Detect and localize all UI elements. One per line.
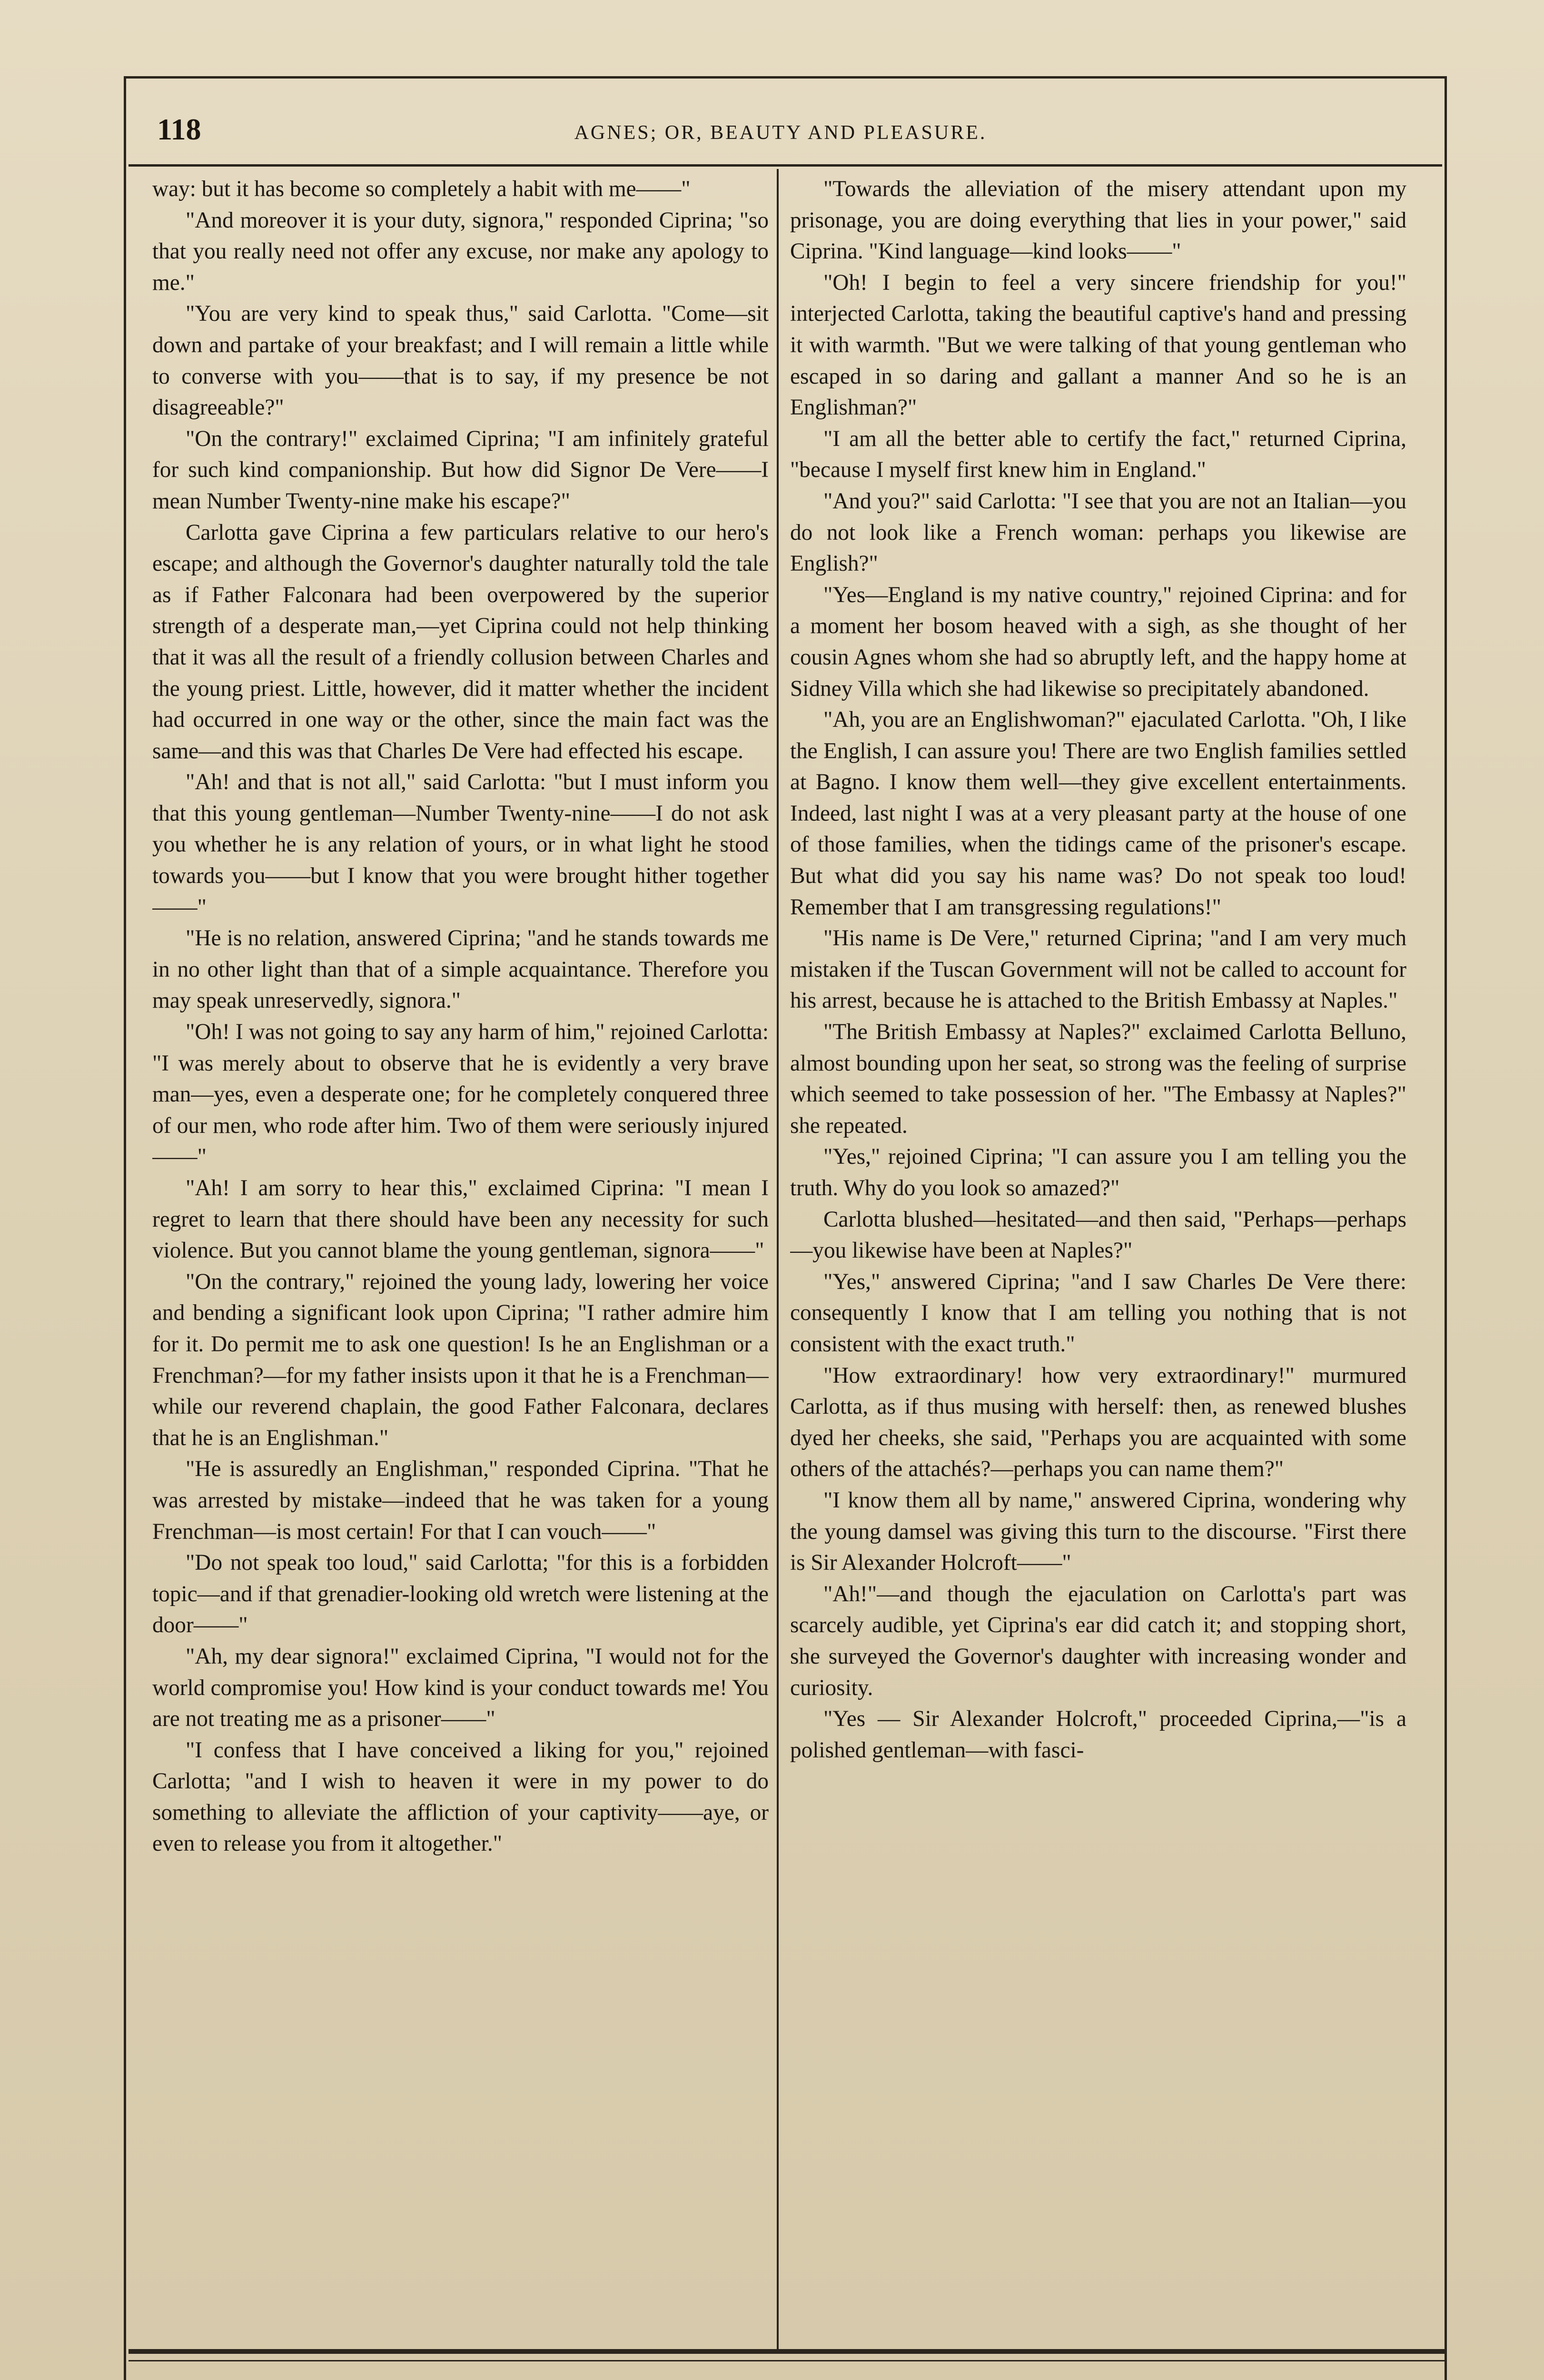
paragraph: "Oh! I begin to feel a very sincere friendship for you!" interjected Carlotta, taking the beautiful captive's hand and pressing it with warmth. "But we were talking of that young gentleman who escaped in so daring and gallant a manner And so he is an Englishman?" xyxy=(790,270,1406,420)
paragraph: "He is no relation, answered Ciprina; "and he stands towards me in no other light than that of a simple acquaintance. Therefore you may speak unreservedly, signora." xyxy=(152,926,769,1013)
paragraph: "Towards the alleviation of the misery attendant upon my prisonage, you are doing everything that lies in your power," said Ciprina. "Kind language—kind looks——" xyxy=(790,177,1406,264)
left-column xyxy=(152,174,769,2344)
footer-rule-thin xyxy=(129,2360,1447,2361)
column-divider xyxy=(777,169,779,2354)
paragraph: "Ah!"—and though the ejaculation on Carlotta's part was scarcely audible, yet Ciprina's ear did catch it; and stopping short, she surveyed the Governor's daughter with increasing wonder and curiosity. xyxy=(790,1581,1406,1700)
paragraph: "I confess that I have conceived a liking for you," rejoined Carlotta; "and I wish to heaven it were in my power to do something to alleviate the affliction of your captivity——aye, or even to release you from it altogether." xyxy=(152,1737,769,1856)
paragraph: "Yes—England is my native country," rejoined Ciprina: and for a moment her bosom heaved with a sigh, as she thought of her cousin Agnes whom she had so abruptly left, and the happy home at Sidney Villa which she had likewise so precipitately abandoned. xyxy=(790,582,1406,701)
paragraph: "His name is De Vere," returned Ciprina; "and I am very much mistaken if the Tuscan Government will not be called to account for his arrest, because he is attached to the British Embassy at Naples." xyxy=(790,926,1406,1013)
paragraph: "Ah! and that is not all," said Carlotta: "but I must inform you that this young gentleman—Number Twenty-nine——I do not ask you whether he is any relation of yours, or in what light he stood towards you——but I know that you were brought hither together——" xyxy=(152,770,769,920)
paragraph: "I know them all by name," answered Ciprina, wondering why the young damsel was giving this turn to the discourse. "First there is Sir Alexander Holcroft——" xyxy=(790,1488,1406,1576)
paragraph: Carlotta blushed—hesitated—and then said, "Perhaps—perhaps—you likewise have been at Naples?" xyxy=(790,1207,1406,1263)
paragraph: "You are very kind to speak thus," said Carlotta. "Come—sit down and partake of your breakfast; and I will remain a little while to converse with you——that is to say, if my presence be not disagreeable?" xyxy=(152,301,769,420)
paragraph: "Yes — Sir Alexander Holcroft," proceeded Ciprina,—"is a polished gentleman—with fasci- xyxy=(790,1706,1406,1763)
paragraph: "And you?" said Carlotta: "I see that you are not an Italian—you do not look like a French woman: perhaps you likewise are English?" xyxy=(790,488,1406,576)
paragraph: "On the contrary!" exclaimed Ciprina; "I am infinitely grateful for such kind companionship. But how did Signor De Vere——I mean Number Twenty-nine make his escape?" xyxy=(152,426,769,514)
footer-rule-thick xyxy=(129,2349,1447,2354)
paragraph: "Ah! I am sorry to hear this," exclaimed Ciprina: "I mean I regret to learn that there should have been any necessity for such violence. But you cannot blame the young gentleman, signora——" xyxy=(152,1176,769,1263)
right-column xyxy=(790,174,1406,2344)
paragraph: "The British Embassy at Naples?" exclaimed Carlotta Belluno, almost bounding upon her seat, so strong was the feeling of surprise which seemed to take possession of her. "The Embassy at Naples?" she repeated. xyxy=(790,1020,1406,1138)
paragraph: "How extraordinary! how very extraordinary!" murmured Carlotta, as if thus musing with herself: then, as renewed blushes dyed her cheeks, she said, "Perhaps you are acquainted with some others of the attachés?—perhaps you can name them?" xyxy=(790,1363,1406,1482)
page-header xyxy=(138,107,1423,155)
paragraph: Carlotta gave Ciprina a few particulars relative to our hero's escape; and although the Governor's daughter naturally told the tale as if Father Falconara had been overpowered by the superior strength of a desperate man,—yet Ciprina could not help thinking that it was all the result of a friendly collusion between Charles and the young priest. Little, however, did it matter whether the incident had occurred in one way or the other, since the main fact was the same—and this was that Charles De Vere had effected his escape. xyxy=(152,520,769,764)
paragraph: "On the contrary," rejoined the young lady, lowering her voice and bending a significant look upon Ciprina; "I rather admire him for it. Do permit me to ask one question! Is he an Englishman or a Frenchman?—for my father insists upon it that he is a Frenchman—while our reverend chaplain, the good Father Falconara, declares that he is an Englishman." xyxy=(152,1269,769,1450)
paragraph: "Yes," rejoined Ciprina; "I can assure you I am telling you the truth. Why do you look so amazed?" xyxy=(790,1144,1406,1200)
page-number: 118 xyxy=(157,112,201,146)
paragraph: "Ah, you are an Englishwoman?" ejaculated Carlotta. "Oh, I like the English, I can assure you! There are two English families settled at Bagno. I know them well—they give excellent entertainments. Indeed, last night I was at a very pleasant party at the house of one of those families, when the tidings came of the prisoner's escape. But what did you say his name was? Do not speak too loud! Remember that I am transgressing regulations!" xyxy=(790,707,1406,920)
paragraph: way: but it has become so completely a habit with me——" xyxy=(152,177,691,201)
paragraph: "Oh! I was not going to say any harm of him," rejoined Carlotta: "I was merely about to observe that he is evidently a very brave man—yes, even a desperate one; for he completely conquered three of our men, who rode after him. Two of them were seriously injured——" xyxy=(152,1020,769,1170)
paragraph: "Do not speak too loud," said Carlotta; "for this is a forbidden topic—and if that grenadier-looking old wretch were listening at the door——" xyxy=(152,1550,769,1638)
running-head: AGNES; OR, BEAUTY AND PLEASURE. xyxy=(574,122,987,144)
paragraph: "And moreover it is your duty, signora," responded Ciprina; "so that you really need not offer any excuse, nor make any apology to me." xyxy=(152,208,769,295)
header-rule xyxy=(129,164,1442,167)
paragraph: "Ah, my dear signora!" exclaimed Ciprina, "I would not for the world compromise you! How kind is your conduct towards me! You are not treating me as a prisoner——" xyxy=(152,1644,769,1732)
paragraph: "He is assuredly an Englishman," responded Ciprina. "That he was arrested by mistake—indeed that he was taken for a young Frenchman—is most certain! For that I can vouch——" xyxy=(152,1457,769,1544)
paragraph: "I am all the better able to certify the fact," returned Ciprina, "because I myself first knew him in England." xyxy=(790,426,1406,483)
paragraph: "Yes," answered Ciprina; "and I saw Charles De Vere there: consequently I know that I am telling you nothing that is not consistent with the exact truth." xyxy=(790,1269,1406,1357)
